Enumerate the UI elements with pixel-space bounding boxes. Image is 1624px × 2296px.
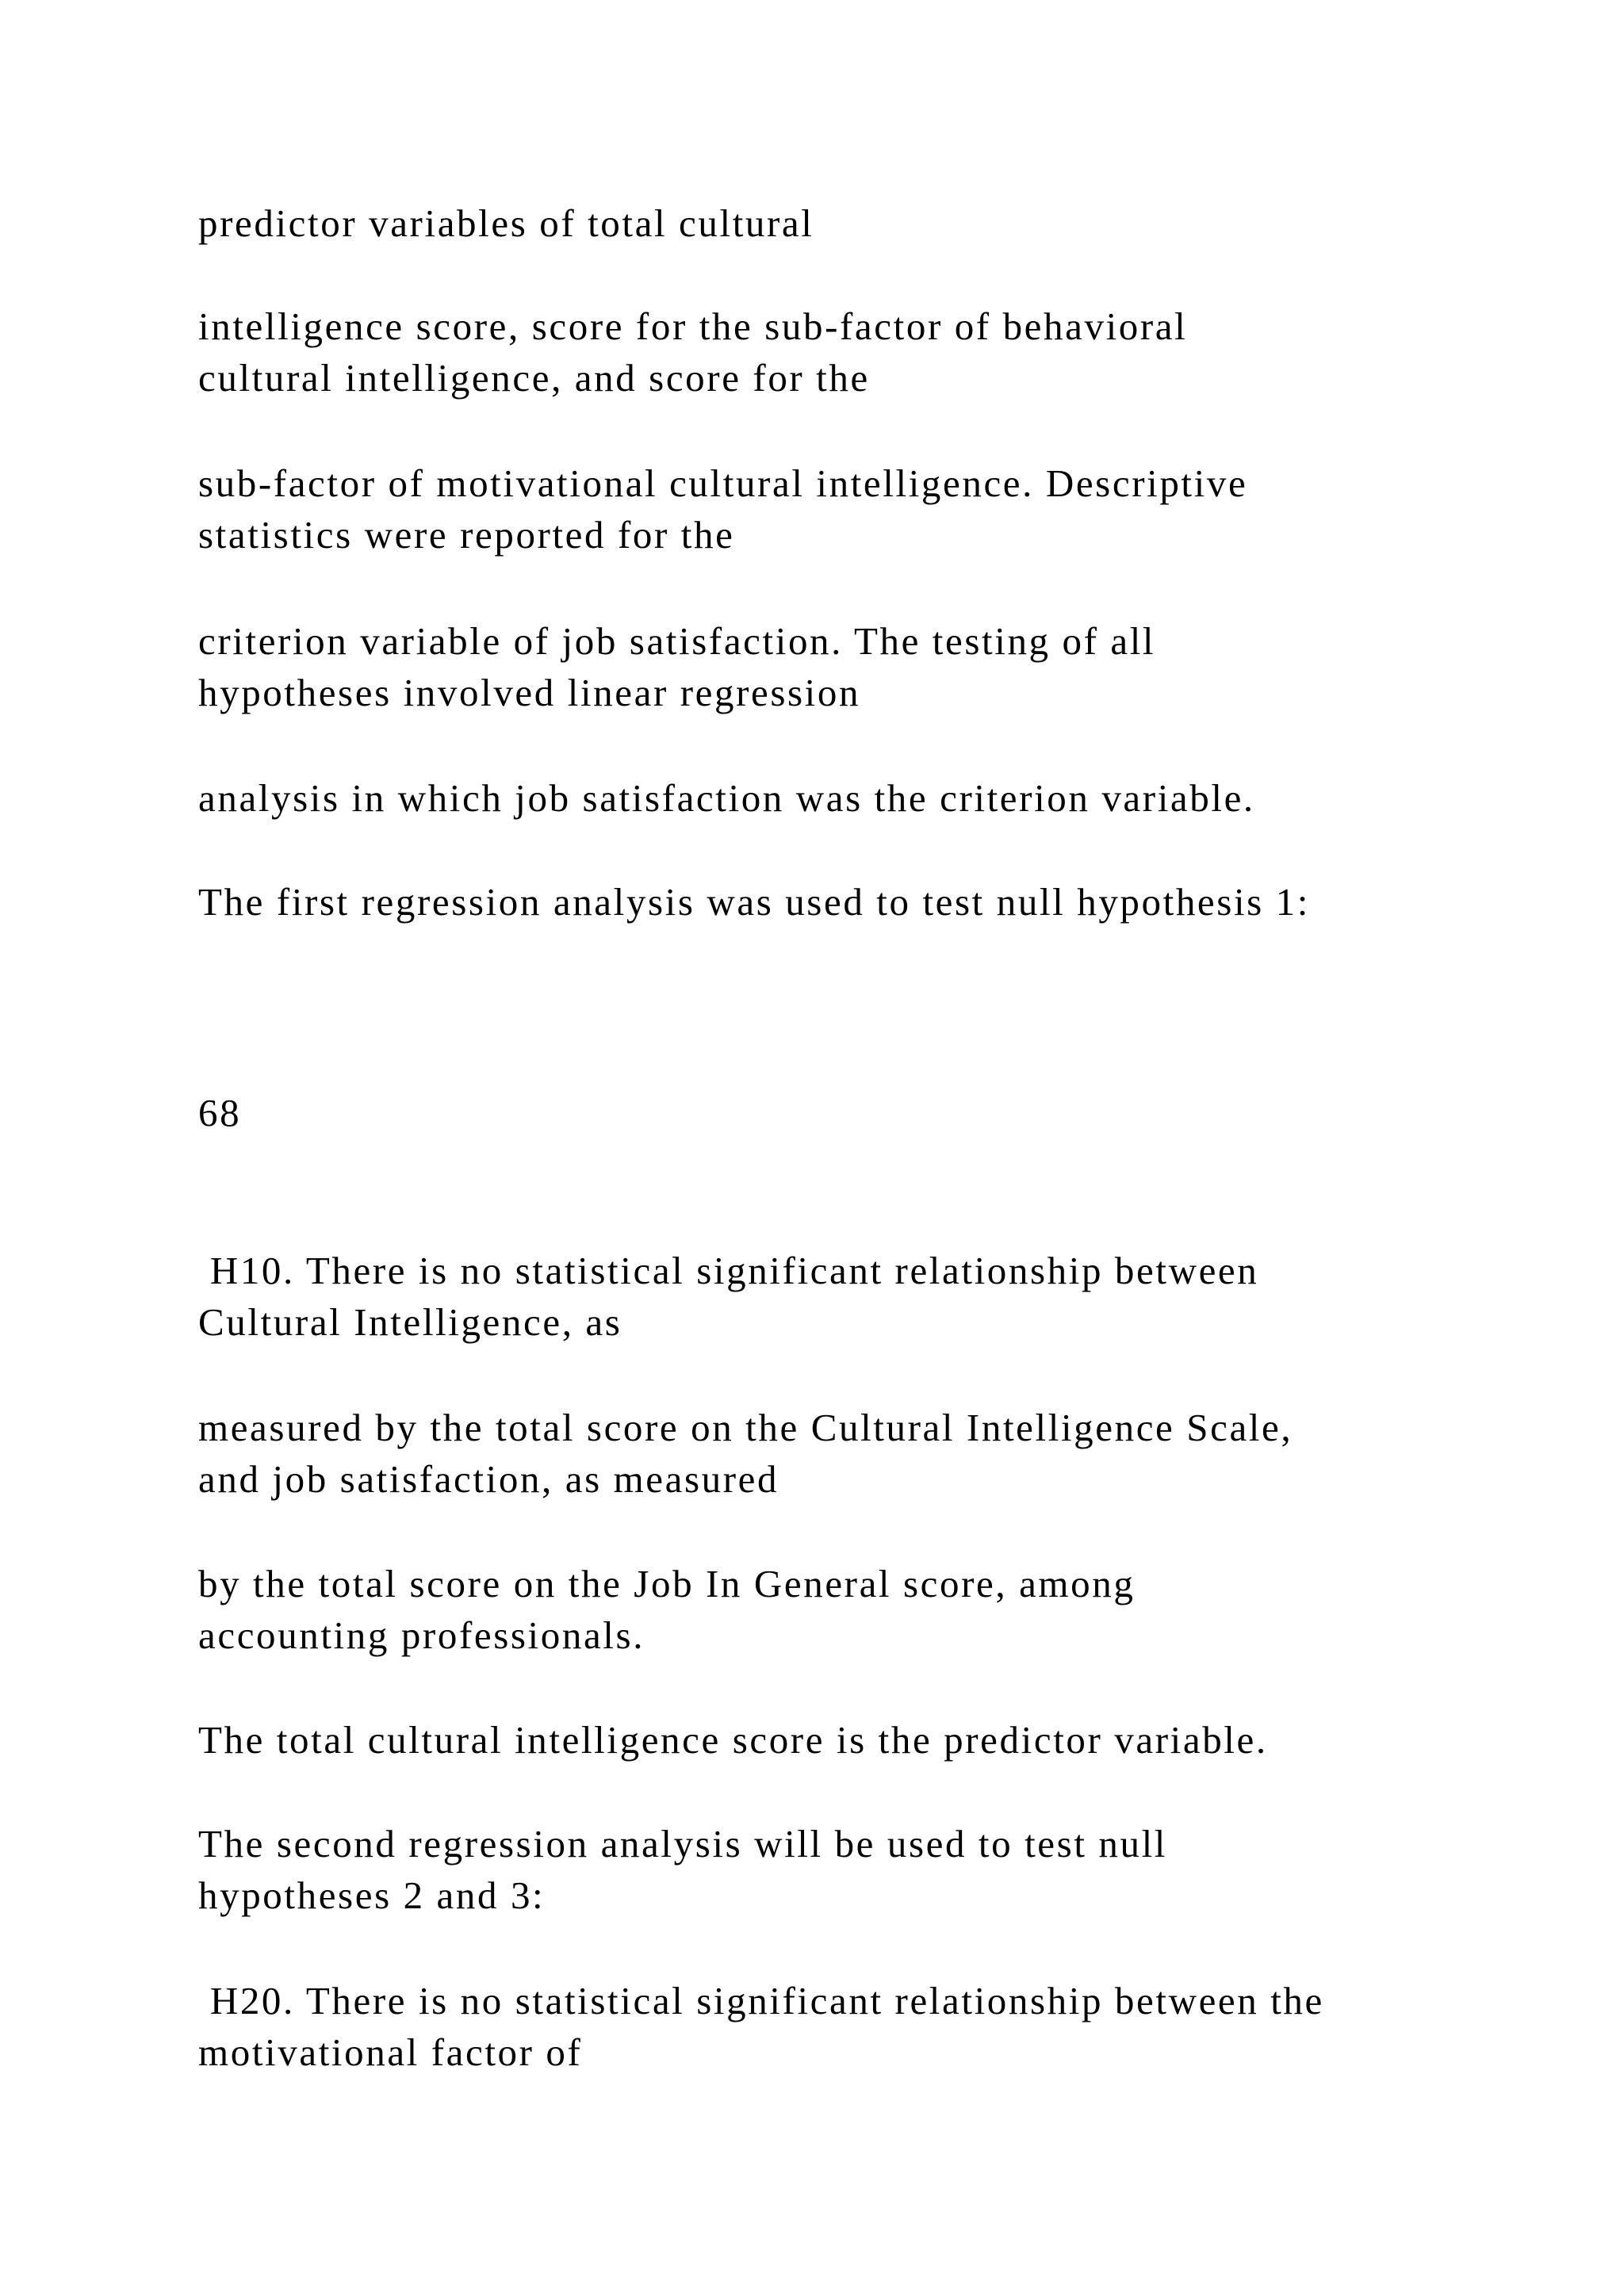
- text-line: The total cultural intelligence score is the predictor variable.: [198, 1718, 1268, 1762]
- text-line: motivational factor of: [198, 2030, 583, 2074]
- text-line: The second regression analysis will be used to test null: [198, 1822, 1168, 1866]
- text-line: cultural intelligence, and score for the: [198, 356, 870, 400]
- text-line: sub-factor of motivational cultural intelligence. Descriptive: [198, 461, 1248, 505]
- text-line: and job satisfaction, as measured: [198, 1457, 779, 1501]
- text-line: H10. There is no statistical significant relationship between: [198, 1249, 1259, 1292]
- text-line: hypotheses 2 and 3:: [198, 1873, 546, 1917]
- text-line: intelligence score, score for the sub-factor of behavioral: [198, 304, 1188, 348]
- text-line: statistics were reported for the: [198, 513, 735, 557]
- text-line: Cultural Intelligence, as: [198, 1300, 622, 1344]
- text-line: hypotheses involved linear regression: [198, 671, 861, 714]
- text-line: predictor variables of total cultural: [198, 201, 814, 245]
- text-line: by the total score on the Job In General score, among: [198, 1562, 1136, 1605]
- text-line: H20. There is no statistical significant relationship between the: [198, 1979, 1324, 2022]
- page-number: 68: [198, 1091, 242, 1135]
- text-line: accounting professionals.: [198, 1613, 645, 1657]
- text-line: criterion variable of job satisfaction. The testing of all: [198, 619, 1156, 663]
- text-line: The first regression analysis was used to test null hypothesis 1:: [198, 880, 1310, 924]
- text-line: analysis in which job satisfaction was the criterion variable.: [198, 776, 1255, 820]
- text-line: measured by the total score on the Cultural Intelligence Scale,: [198, 1406, 1293, 1449]
